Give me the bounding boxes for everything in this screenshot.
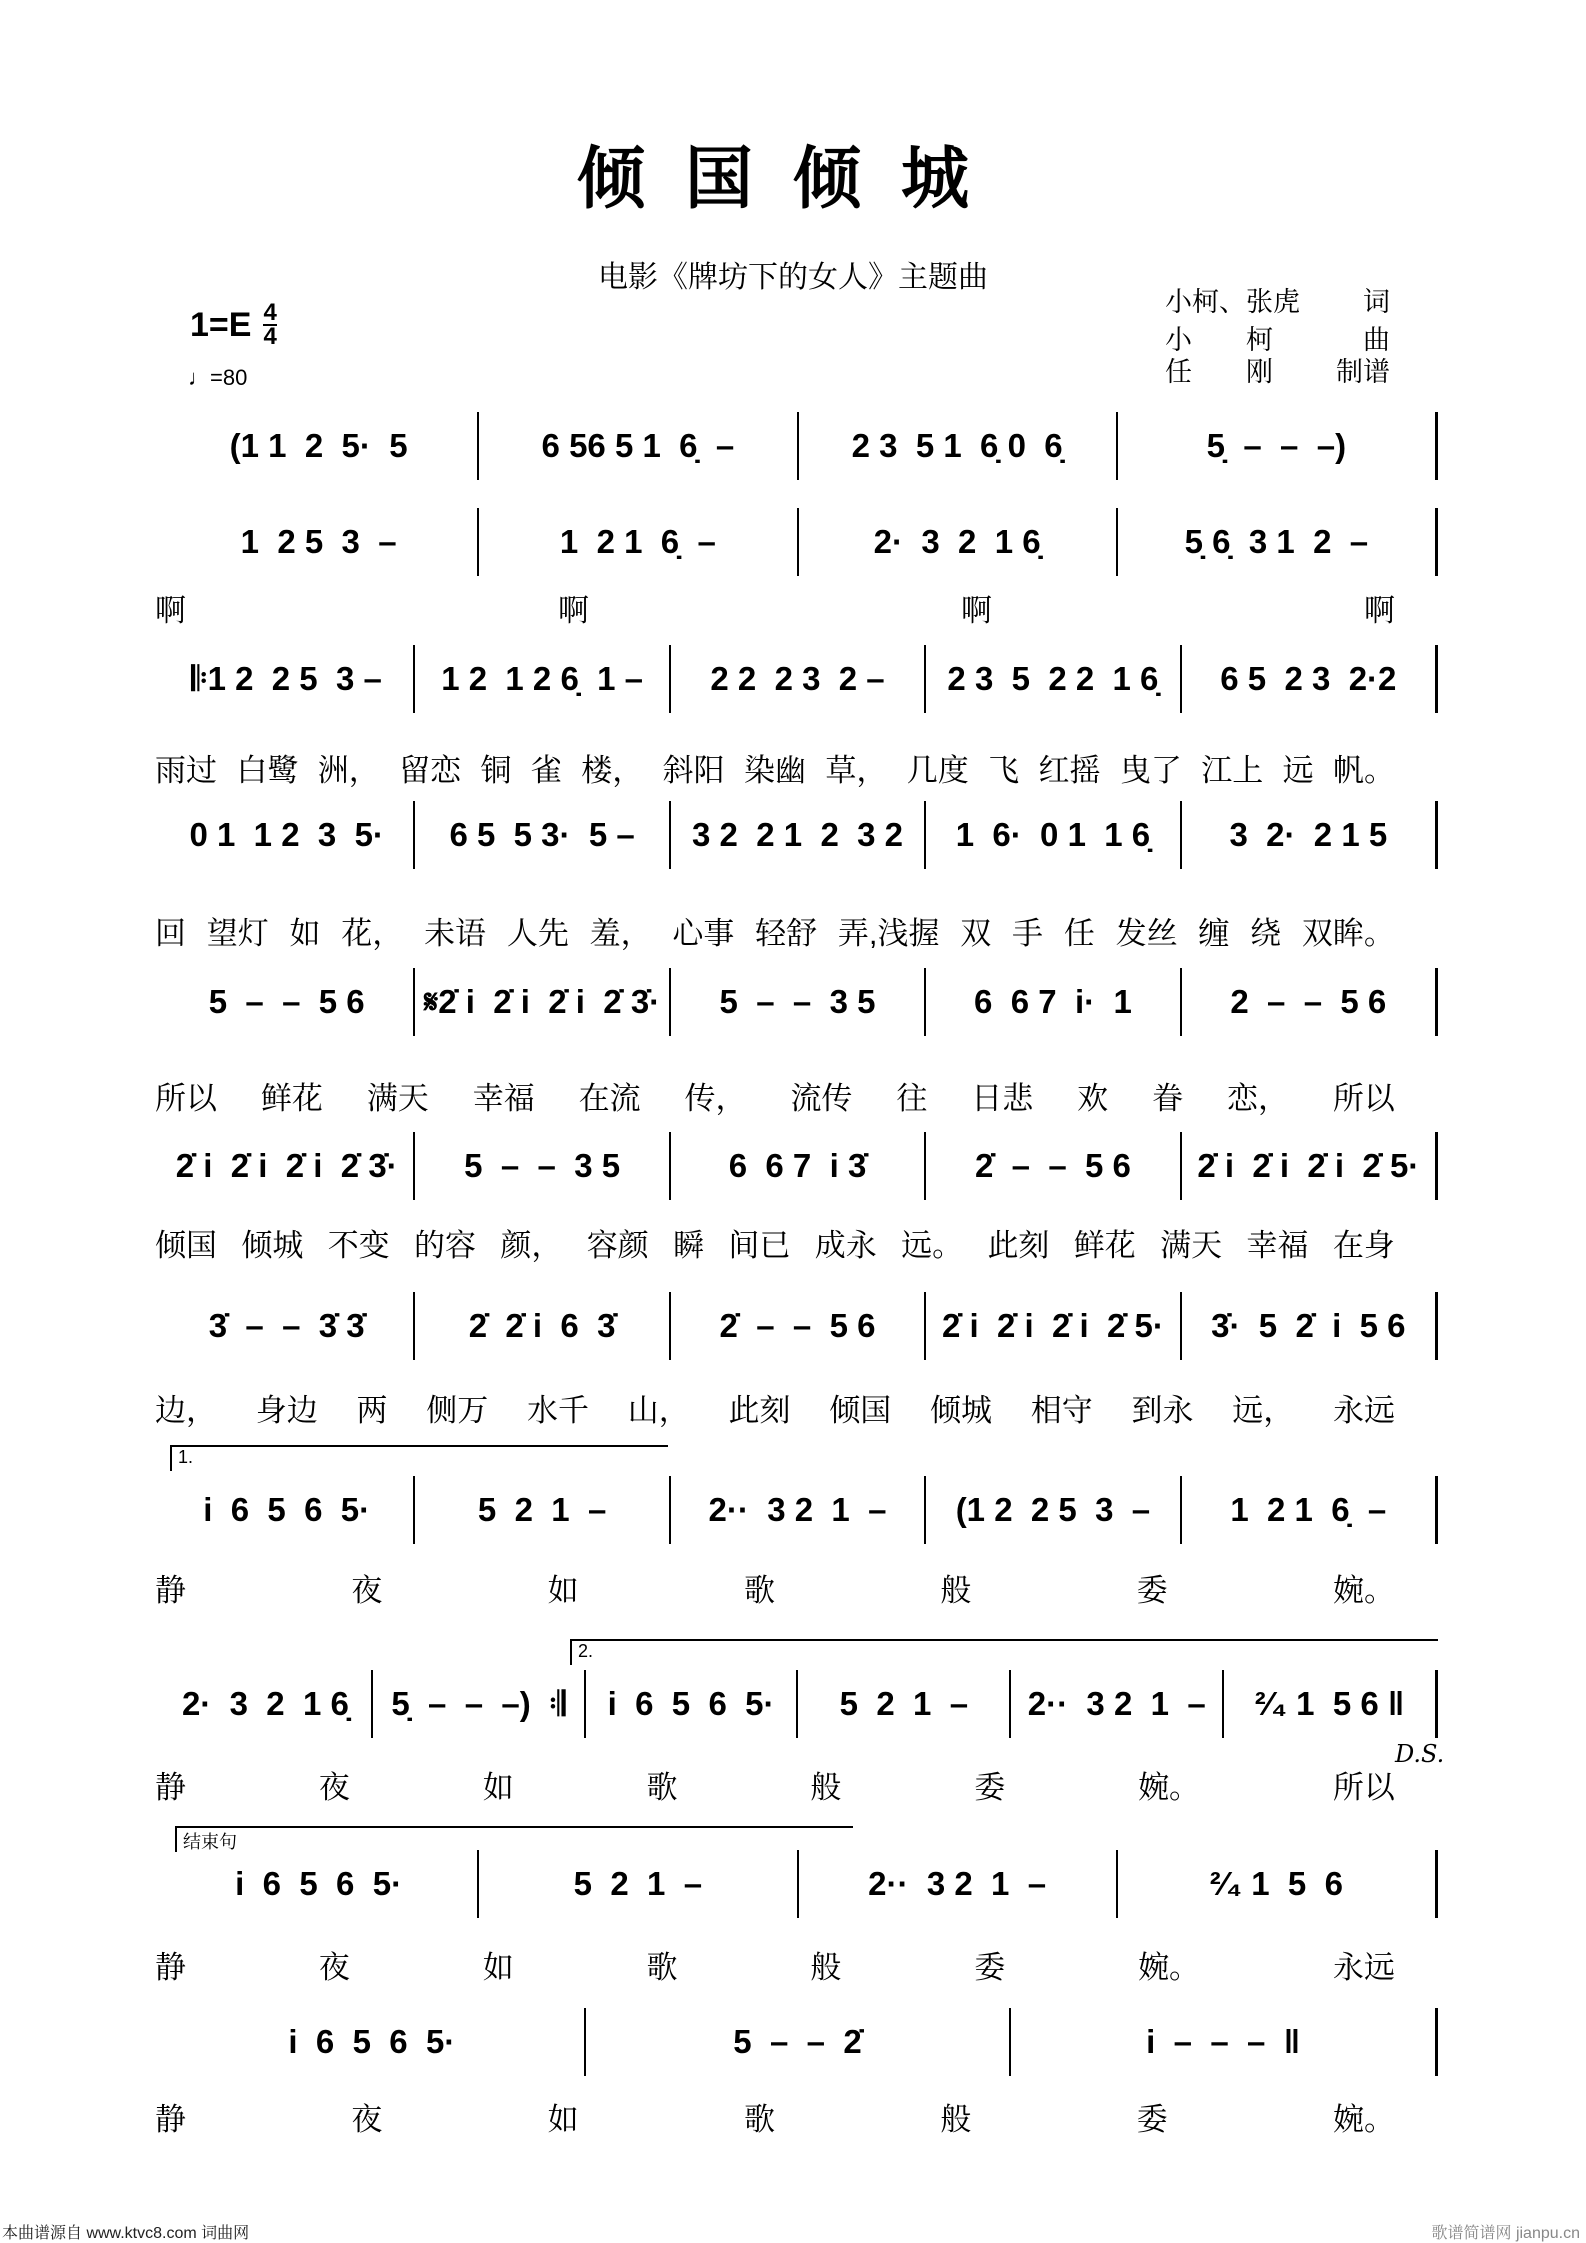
lyric-word: 雨过 <box>155 753 217 788</box>
time-bottom: 4 <box>263 323 277 350</box>
measure: i – – – ‖ <box>1011 2008 1438 2076</box>
lyric-word: 委 <box>974 1770 1006 1805</box>
lyric-word: 边， <box>155 1393 217 1428</box>
lyric-word: 任 <box>1063 916 1095 951</box>
footer-watermark: 歌谱简谱网 jianpu.cn <box>1431 2225 1580 2242</box>
credit-name: 任 刚 <box>1165 357 1273 387</box>
lyric-word: 颜， <box>500 1228 563 1263</box>
volta-bracket: 2. <box>570 1639 1438 1665</box>
measure: 2· 3 2 1 6̣ <box>160 1670 373 1738</box>
measure: (1 2 2 5 3 – <box>926 1476 1181 1544</box>
lyric-word: 夜 <box>351 1573 383 1608</box>
credit-role: 制谱 <box>1336 357 1390 387</box>
score-row <box>160 508 1438 576</box>
measure: 5̣ 6̣ 3 1 2 – <box>1118 508 1438 576</box>
lyric-word: 侧万 <box>426 1393 489 1428</box>
lyric-word: 帆。 <box>1333 753 1395 788</box>
lyrics-line <box>155 1565 1395 1610</box>
lyric-word: 所以 <box>155 1081 217 1116</box>
time-top: 4 <box>263 299 277 326</box>
score-row <box>160 801 1438 869</box>
score-row <box>160 412 1438 480</box>
lyric-word: 所以 <box>1332 1770 1395 1805</box>
lyric-word: 鲜花 <box>1073 1228 1136 1263</box>
measure: i 6 5 6 5· <box>160 2008 586 2076</box>
song-title: 倾国倾城 <box>576 139 1009 219</box>
lyric-word: 轻舒 <box>755 916 818 951</box>
lyric-word: 人先 <box>506 916 569 951</box>
lyric-word: 染幽 <box>744 753 806 788</box>
score-row <box>160 968 1438 1036</box>
lyric-word: 满天 <box>1160 1228 1223 1263</box>
measure: 2 3 5 1 6̣ 0 6̣ <box>799 412 1118 480</box>
lyric-word: 所以 <box>1332 1081 1395 1116</box>
lyric-word: 婉。 <box>1138 1770 1201 1805</box>
measure: 6 56 5 1 6̣ – <box>479 412 798 480</box>
measure: i 6 5 6 5· <box>586 1670 799 1738</box>
measure: 5̣ – – –) <box>1118 412 1438 480</box>
lyric-word: 啊 <box>961 593 992 628</box>
lyric-word: 双 <box>960 916 992 951</box>
lyrics-line <box>155 1073 1395 1118</box>
credit-name: 小 柯 <box>1165 325 1273 355</box>
lyric-word: 静 <box>155 2102 186 2137</box>
measure: 𝄋2̇ i 2̇ i 2̇ i 2̇ 3̇· <box>415 968 670 1036</box>
measure: 𝄆1 2 2 5 3 – <box>160 645 415 713</box>
measure: 3̇· 5 2̇ i 5 6 <box>1182 1292 1438 1360</box>
measure: 2̇ i 2̇ i 2̇ i 2̇ 5· <box>926 1292 1181 1360</box>
lyric-word: 倾国 <box>155 1228 217 1263</box>
measure: 2 2 2 3 2 – <box>671 645 926 713</box>
lyric-word: 曳了 <box>1119 753 1182 788</box>
lyric-word: 倾城 <box>930 1393 992 1428</box>
lyric-word: 委 <box>1136 2102 1168 2137</box>
lyric-word: 幸福 <box>472 1081 535 1116</box>
score-row <box>160 1670 1438 1738</box>
lyric-word: 静 <box>155 1950 186 1985</box>
measure: 5 – – 3 5 <box>671 968 926 1036</box>
measure: 5 2 1 – <box>415 1476 670 1544</box>
measure: 1 6· 0 1 1 6̣ <box>926 801 1181 869</box>
lyric-word: 到永 <box>1131 1393 1194 1428</box>
measure: i 6 5 6 5· <box>160 1476 415 1544</box>
lyrics-line <box>155 1942 1395 1987</box>
lyric-word: 此刻 <box>728 1393 791 1428</box>
measure: ²⁄₄ 1 5 6 <box>1118 1850 1438 1918</box>
lyric-word: 楼， <box>581 753 644 788</box>
lyric-word: 倾城 <box>241 1228 304 1263</box>
lyric-word: 歌 <box>646 1770 678 1805</box>
lyric-word: 的容 <box>414 1228 477 1263</box>
lyric-word: 回 <box>155 916 186 951</box>
score-row <box>160 645 1438 713</box>
lyric-word: 眷 <box>1152 1081 1184 1116</box>
lyric-word: 望灯 <box>206 916 269 951</box>
lyric-word: 满天 <box>366 1081 429 1116</box>
lyric-word: 江上 <box>1201 753 1264 788</box>
measure: 2̇ – – 5 6 <box>926 1132 1181 1200</box>
lyric-word: 如 <box>289 916 321 951</box>
time-signature <box>263 299 277 350</box>
measure: 3̇ – – 3̇ 3̇ <box>160 1292 415 1360</box>
key-label: 1=E <box>190 305 252 344</box>
measure: 1 2 1 2 6̣ 1 – <box>415 645 670 713</box>
measure: 2̇ 2̇ i 6 3̇ <box>415 1292 670 1360</box>
lyric-word: 啊 <box>1364 593 1395 628</box>
lyric-word: 瞬 <box>673 1228 705 1263</box>
lyric-word: 如 <box>547 1573 579 1608</box>
footer-source: 本曲谱源自 www.ktvc8.com 词曲网 <box>2 2225 250 2242</box>
lyric-word: 铜 <box>480 753 512 788</box>
lyric-word: 啊 <box>558 593 589 628</box>
lyric-word: 羞， <box>589 916 652 951</box>
score-row <box>160 1476 1438 1544</box>
measure: 5 2 1 – <box>798 1670 1011 1738</box>
lyric-word: 远。 <box>901 1228 964 1263</box>
measure: 1 2 5 3 – <box>160 508 479 576</box>
measure: 2̇ i 2̇ i 2̇ i 2̇ 5· <box>1182 1132 1438 1200</box>
measure: 2 3 5 2 2 1 6̣ <box>926 645 1181 713</box>
measure: 1 2 1 6̣ – <box>1182 1476 1438 1544</box>
lyric-word: 雀 <box>530 753 562 788</box>
measure: 2 – – 5 6 <box>1182 968 1438 1036</box>
lyric-word: 远 <box>1282 753 1314 788</box>
key-signature <box>190 299 277 350</box>
lyrics-line <box>155 745 1395 790</box>
lyric-word: 绕 <box>1250 916 1282 951</box>
lyric-word: 婉。 <box>1332 2102 1395 2137</box>
lyric-word: 两 <box>356 1393 388 1428</box>
lyric-word: 红摇 <box>1038 753 1101 788</box>
lyric-word: 幸福 <box>1246 1228 1309 1263</box>
lyric-word: 般 <box>940 2102 972 2137</box>
lyric-word: 心事 <box>672 916 735 951</box>
credit-notation <box>1165 350 1390 389</box>
lyric-word: 流传 <box>790 1081 853 1116</box>
measure: (1 1 2 5· 5 <box>160 412 479 480</box>
measure: 2̇ i 2̇ i 2̇ i 2̇ 3̇· <box>160 1132 415 1200</box>
lyrics-line <box>155 585 1395 630</box>
measure: i 6 5 6 5· <box>160 1850 479 1918</box>
lyrics-line <box>155 2094 1395 2139</box>
lyric-word: 夜 <box>318 1770 350 1805</box>
lyric-word: 歌 <box>743 1573 775 1608</box>
measure: 5 – – 5 6 <box>160 968 415 1036</box>
measure: 5̣ – – –) 𝄇 <box>373 1670 586 1738</box>
score-row <box>160 1132 1438 1200</box>
measure: 6 6 7 i 3̇ <box>671 1132 926 1200</box>
lyric-word: 在身 <box>1332 1228 1395 1263</box>
lyric-word: 般 <box>810 1770 842 1805</box>
lyric-word: 婉。 <box>1332 1573 1395 1608</box>
lyric-word: 成永 <box>814 1228 877 1263</box>
tempo-marking: ♩=80 <box>188 365 248 390</box>
lyric-word: 恋， <box>1226 1081 1289 1116</box>
lyric-word: 如 <box>482 1770 514 1805</box>
lyric-word: 花， <box>341 916 404 951</box>
measure: 2̇ – – 5 6 <box>671 1292 926 1360</box>
volta-bracket: 结束句 <box>175 1826 853 1852</box>
measure: 5 2 1 – <box>479 1850 798 1918</box>
measure: 0 1 1 2 3 5· <box>160 801 415 869</box>
lyric-word: 永远 <box>1332 1950 1395 1985</box>
lyrics-line <box>155 908 1395 953</box>
lyrics-line <box>155 1220 1395 1265</box>
lyric-word: 静 <box>155 1770 186 1805</box>
lyric-word: 水千 <box>527 1393 589 1428</box>
credit-role: 词 <box>1363 287 1390 317</box>
lyric-word: 身边 <box>255 1393 318 1428</box>
lyric-word: 弄,浅握 <box>837 916 940 951</box>
lyric-word: 往 <box>896 1081 928 1116</box>
lyric-word: 手 <box>1012 916 1044 951</box>
lyric-word: 歌 <box>646 1950 678 1985</box>
lyric-word: 斜阳 <box>662 753 725 788</box>
lyric-word: 相守 <box>1030 1393 1093 1428</box>
lyrics-line <box>155 1762 1395 1807</box>
subtitle: 电影《牌坊下的女人》主题曲 <box>598 261 988 294</box>
lyric-word: 永远 <box>1333 1393 1395 1428</box>
lyric-word: 洲， <box>317 753 380 788</box>
lyric-word: 容颜 <box>586 1228 649 1263</box>
measure: 2·· 3 2 1 – <box>671 1476 926 1544</box>
lyric-word: 山， <box>627 1393 690 1428</box>
ds-mark: D.S. <box>1395 1740 1445 1768</box>
lyric-word: 不变 <box>327 1228 390 1263</box>
credit-lyrics <box>1165 280 1390 319</box>
lyric-word: 缠 <box>1198 916 1230 951</box>
score-row <box>160 2008 1438 2076</box>
lyric-word: 双眸。 <box>1301 916 1395 951</box>
lyric-word: 在流 <box>578 1081 641 1116</box>
lyric-word: 欢 <box>1077 1081 1109 1116</box>
measure: 3 2· 2 1 5 <box>1182 801 1438 869</box>
lyric-word: 间已 <box>728 1228 791 1263</box>
lyric-word: 发丝 <box>1115 916 1178 951</box>
score-row <box>160 1292 1438 1360</box>
lyric-word: 飞 <box>988 753 1020 788</box>
lyric-word: 未语 <box>424 916 487 951</box>
measure: 6 5 5 3· 5 – <box>415 801 670 869</box>
measure: 3 2 2 1 2 3 2 <box>671 801 926 869</box>
lyric-word: 倾国 <box>829 1393 892 1428</box>
lyric-word: 白鹭 <box>236 753 299 788</box>
lyrics-line <box>155 1385 1395 1430</box>
lyric-word: 夜 <box>318 1950 350 1985</box>
lyric-word: 般 <box>940 1573 972 1608</box>
lyric-word: 夜 <box>351 2102 383 2137</box>
measure: ²⁄₄ 1 5 6 ‖ <box>1224 1670 1438 1738</box>
measure: 1 2 1 6̣ – <box>479 508 798 576</box>
measure: 5 – – 2̇ <box>586 2008 1012 2076</box>
lyric-word: 般 <box>810 1950 842 1985</box>
lyric-word: 鲜花 <box>260 1081 323 1116</box>
lyric-word: 静 <box>155 1573 186 1608</box>
lyric-word: 此刻 <box>987 1228 1050 1263</box>
lyric-word: 婉。 <box>1138 1950 1201 1985</box>
credit-name: 小柯、张虎 <box>1165 287 1300 317</box>
measure: 5 – – 3 5 <box>415 1132 670 1200</box>
lyric-word: 如 <box>547 2102 579 2137</box>
lyric-word: 委 <box>974 1950 1006 1985</box>
credit-role: 曲 <box>1363 325 1390 355</box>
measure: 6 5 2 3 2·2 <box>1182 645 1438 713</box>
lyric-word: 草， <box>825 753 888 788</box>
lyric-word: 委 <box>1136 1573 1168 1608</box>
lyric-word: 远， <box>1232 1393 1295 1428</box>
lyric-word: 日悲 <box>971 1081 1034 1116</box>
score-row <box>160 1850 1438 1918</box>
lyric-word: 传， <box>684 1081 747 1116</box>
measure: 2·· 3 2 1 – <box>799 1850 1118 1918</box>
measure: 2· 3 2 1 6̣ <box>799 508 1118 576</box>
lyric-word: 几度 <box>906 753 969 788</box>
lyric-word: 歌 <box>743 2102 775 2137</box>
volta-bracket: 1. <box>170 1445 668 1471</box>
lyric-word: 如 <box>482 1950 514 1985</box>
lyric-word: 啊 <box>155 593 186 628</box>
measure: 2·· 3 2 1 – <box>1011 1670 1224 1738</box>
measure: 6 6 7 i· 1 <box>926 968 1181 1036</box>
lyric-word: 留恋 <box>399 753 462 788</box>
